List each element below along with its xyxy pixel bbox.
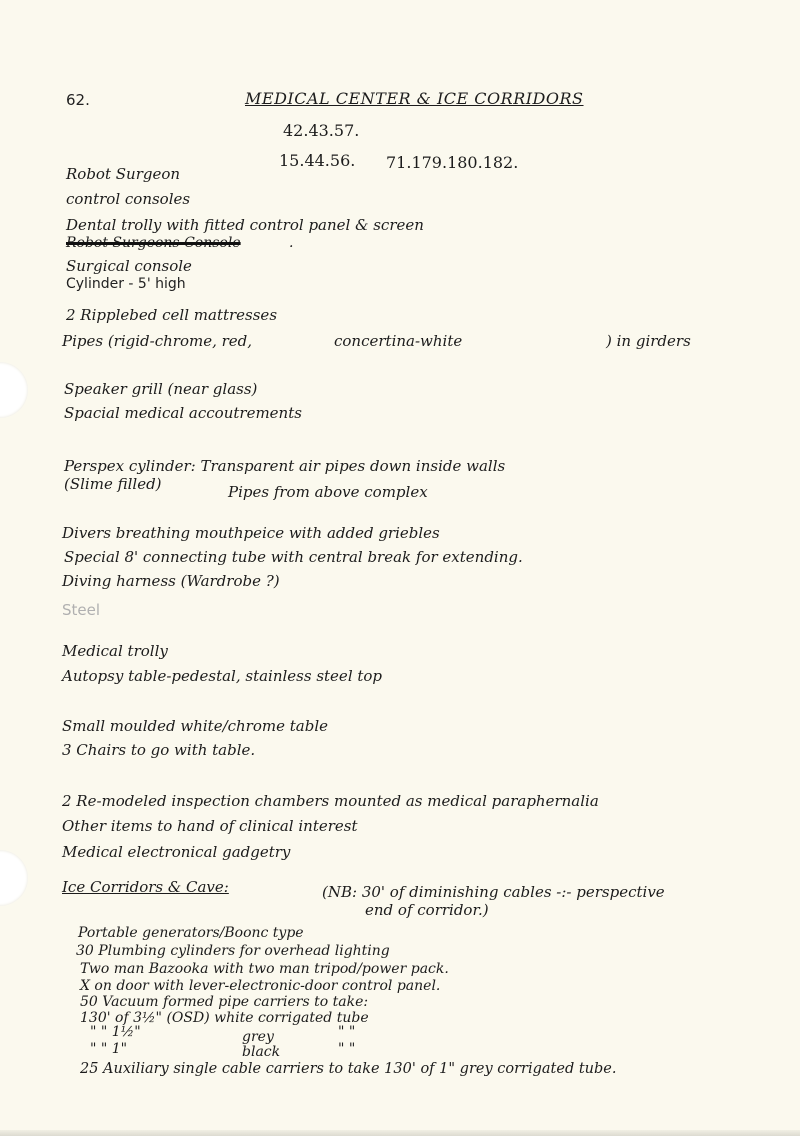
item-pipes-above: Pipes from above complex [228,483,428,501]
item-cylinder-note: Cylinder - 5' high [66,276,186,292]
ice-nb-line2: end of corridor.) [365,901,489,919]
item-medical-trolly: Medical trolly [62,642,168,660]
ice-ditto1-right: " " [338,1024,356,1040]
item-diving-harness: Diving harness (Wardrobe ?) [62,572,280,590]
ice-line: 50 Vacuum formed pipe carriers to take: [80,994,369,1010]
scene-numbers-line2b: 71.179.180.182. [386,153,519,172]
item-pipes-c: ) in girders [606,332,691,350]
item-surgical-console: Surgical console [66,257,192,275]
ice-ditto2-left: " " 1" [90,1041,128,1057]
item-gadgetry: Medical electronical gadgetry [62,843,291,861]
item-robot-surgeon: Robot Surgeon [66,165,181,183]
ice-ditto1-left: " " 1½" [90,1024,141,1040]
item-divers: Divers breathing mouthpeice with added griebles [62,524,440,542]
item-robot-surgeons-console-struck: Robot Surgeons Console [66,235,241,251]
item-ripplebed: 2 Ripplebed cell mattresses [66,306,278,324]
ice-ditto1-grey: grey [242,1029,274,1045]
page-bottom-edge [0,1130,800,1136]
item-dental-trolly: Dental trolly with fitted control panel & screen [66,216,424,234]
item-special-tube: Special 8' connecting tube with central break for extending. [64,548,523,566]
item-perspex: Perspex cylinder: Transparent air pipes down inside walls [64,457,506,475]
item-pipes-a: Pipes (rigid-chrome, red, [62,332,253,350]
punch-hole-bottom [0,850,28,906]
item-robot-surgeons-console-dot: . [289,235,294,251]
item-small-table: Small moulded white/chrome table [62,717,329,735]
item-autopsy: Autopsy table-pedestal, stainless steel top [62,667,383,685]
ice-nb-line1: (NB: 30' of diminishing cables -:- perspective [322,883,665,901]
ice-line: 130' of 3½" (OSD) white corrigated tube [80,1010,369,1026]
ice-line: X on door with lever-electronic-door control panel. [80,978,441,994]
item-slime: (Slime filled) [64,475,162,493]
item-spacial-medical: Spacial medical accoutrements [64,404,302,422]
item-speaker-grill: Speaker grill (near glass) [64,380,258,398]
page-number: 62. [66,91,90,109]
scene-numbers-line1: 42.43.57. [283,121,360,140]
item-pipes-b: concertina-white [334,332,463,350]
ice-line: 30 Plumbing cylinders for overhead lighting [76,943,390,959]
item-other-items: Other items to hand of clinical interest [62,817,358,835]
item-steel-note: Steel [62,601,101,619]
item-inspection: 2 Re-modeled inspection chambers mounted as medical paraphernalia [62,792,599,810]
item-chairs: 3 Chairs to go with table. [62,741,256,759]
ice-line: Portable generators/Boonc type [78,925,304,941]
ice-line: Two man Bazooka with two man tripod/power pack. [80,961,449,977]
page-title: MEDICAL CENTER & ICE CORRIDORS [245,89,584,108]
ice-ditto2-black: black [242,1044,281,1060]
ice-last-line: 25 Auxiliary single cable carriers to take 130' of 1" grey corrigated tube. [80,1061,617,1077]
punch-hole-top [0,362,28,418]
scene-numbers-line2: 15.44.56. [279,151,356,170]
ice-heading: Ice Corridors & Cave: [62,878,229,896]
ice-ditto2-right: " " [338,1041,356,1057]
item-control-consoles: control consoles [66,190,191,208]
